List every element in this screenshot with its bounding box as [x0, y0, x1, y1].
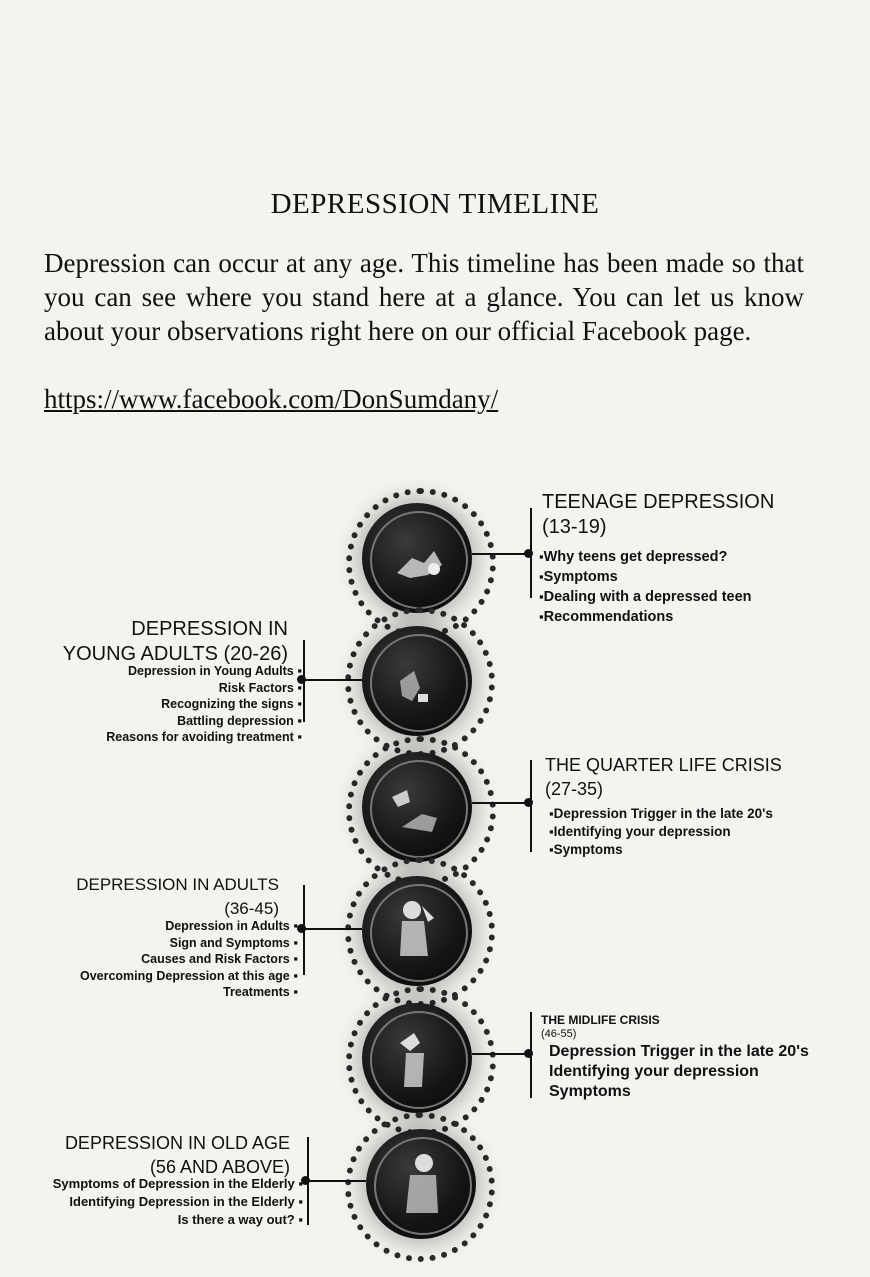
list-item: ▪ Depression Trigger in the late 20's [549, 805, 773, 823]
list-item: Is there a way out? ▪ [53, 1211, 303, 1229]
list-item: Risk Factors ▪ [106, 680, 302, 697]
list-item: ▪ Why teens get depressed? [539, 547, 752, 567]
list-item: Depression in Young Adults ▪ [106, 663, 302, 680]
stage-items-midlife [549, 1042, 809, 1102]
teen-figure-icon [362, 503, 472, 613]
divider-bar [303, 885, 305, 975]
stage-items-old-age [53, 1175, 303, 1229]
stage-items-adults [80, 918, 298, 1001]
list-item: ▪ Dealing with a depressed teen [539, 587, 752, 607]
adult-figure-icon [362, 876, 472, 986]
divider-bar [307, 1137, 309, 1225]
list-item: Identifying your depression [549, 1063, 759, 1080]
divider-bar [530, 508, 532, 598]
stage-title-teenage: TEENAGE DEPRESSION (13-19) [542, 491, 775, 538]
list-item: Depression in Adults ▪ [80, 918, 298, 935]
stage-title-quarter-life: THE QUARTER LIFE CRISIS (27-35) [545, 755, 782, 799]
quarter-life-figure-icon [362, 752, 472, 862]
stage-items-teenage [539, 547, 752, 627]
list-item: ▪ Identifying your depression [549, 823, 773, 841]
list-item: ▪ Symptoms [549, 841, 773, 859]
intro-paragraph: Depression can occur at any age. This timeline has been made so that you can see where you stand here at a glance. You can let us know about your observations right here on our official Facebook page. [44, 248, 804, 346]
list-item: Reasons for avoiding treatment ▪ [106, 729, 302, 746]
list-item: Recognizing the signs ▪ [106, 696, 302, 713]
list-item: Battling depression ▪ [106, 713, 302, 730]
list-item: ▪ Recommendations [539, 607, 752, 627]
list-item: Depression Trigger in the late 20's [549, 1043, 809, 1060]
divider-bar [530, 1012, 532, 1098]
connector-line [472, 802, 527, 804]
list-item: Overcoming Depression at this age ▪ [80, 968, 298, 985]
connector-line [472, 1053, 527, 1055]
connector-line [304, 1180, 366, 1182]
connector-line [300, 928, 362, 930]
divider-bar [530, 760, 532, 852]
list-item: Identifying Depression in the Elderly ▪ [53, 1193, 303, 1211]
stage-title-adults: DEPRESSION IN ADULTS (36-45) [76, 875, 279, 918]
list-item: Treatments ▪ [80, 984, 298, 1001]
connector-line [300, 679, 362, 681]
elderly-figure-icon [366, 1129, 476, 1239]
connector-line [472, 553, 527, 555]
young-adult-figure-icon [362, 626, 472, 736]
divider-bar [303, 640, 305, 722]
stage-items-young-adults [106, 663, 302, 746]
list-item: Sign and Symptoms ▪ [80, 935, 298, 952]
stage-title-young-adults: DEPRESSION IN YOUNG ADULTS (20-26) [62, 618, 288, 665]
stage-items-quarter-life [549, 805, 773, 859]
midlife-figure-icon [362, 1003, 472, 1113]
list-item: Symptoms [549, 1083, 631, 1100]
list-item: ▪ Symptoms [539, 567, 752, 587]
list-item: Symptoms of Depression in the Elderly ▪ [53, 1175, 303, 1193]
list-item: Causes and Risk Factors ▪ [80, 951, 298, 968]
stage-title-midlife: THE MIDLIFE CRISIS (46-55) [541, 1013, 660, 1040]
facebook-link[interactable]: https://www.facebook.com/DonSumdany/ [44, 384, 499, 414]
page-title: DEPRESSION TIMELINE [270, 188, 600, 220]
stage-title-old-age: DEPRESSION IN OLD AGE (56 AND ABOVE) [64, 1133, 290, 1177]
